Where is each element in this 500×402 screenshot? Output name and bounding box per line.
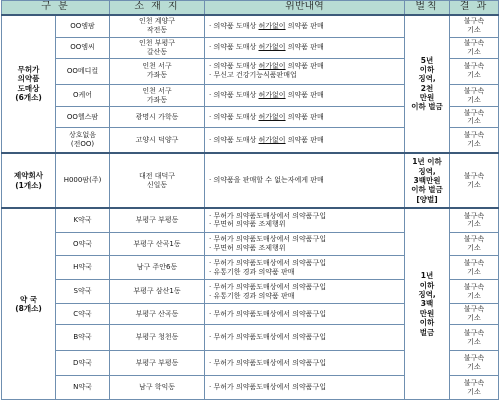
location-cell	[110, 153, 205, 208]
business-name-cell	[56, 304, 110, 325]
violation-text: · 의약품 도매상	[209, 91, 259, 100]
violation-cell	[205, 128, 405, 153]
violation-text: · 의약품 도매상	[209, 43, 259, 52]
result-text: 불구속	[463, 354, 485, 363]
violation-cell	[205, 280, 405, 304]
location-cell	[110, 280, 205, 304]
violation-text: · 무허가 의약품도매상에서 의약품구입	[209, 211, 327, 220]
table-row	[2, 153, 499, 208]
violation-cell	[205, 325, 405, 351]
result-text: 기소	[467, 47, 481, 56]
result-text: 불구속	[463, 108, 485, 117]
result-cell	[450, 84, 499, 107]
location-text: 대전 대덕구	[138, 171, 176, 180]
header-location: 소 재 지	[110, 1, 205, 15]
business-name: H000팜(주)	[63, 176, 102, 185]
violation-text: · 무허가 의약품도매상에서 의약품구입	[209, 282, 327, 291]
location-text: 인천 계양구	[138, 17, 176, 26]
violation-highlight: 허가없이	[258, 91, 286, 100]
business-name-cell	[56, 376, 110, 400]
business-name: (전OO)	[70, 140, 95, 149]
penalty-text: 이하	[419, 318, 435, 328]
business-name-cell	[56, 280, 110, 304]
penalty-cell	[405, 208, 450, 399]
violation-highlight: 허가없이	[258, 62, 286, 71]
header-category: 구 분	[2, 1, 110, 15]
violation-text: · 무허가 의약품도매상에서 의약품구입	[209, 309, 327, 318]
violation-text: · 무허가 의약품도매상에서 의약품구입	[209, 358, 327, 367]
business-name-cell	[56, 58, 110, 84]
result-cell	[450, 280, 499, 304]
violation-cell	[205, 153, 405, 208]
result-cell	[450, 256, 499, 280]
penalty-text: 2천	[420, 83, 434, 93]
penalty-text: 이하 벌금	[411, 185, 443, 195]
result-cell	[450, 153, 499, 208]
category-cell	[2, 15, 56, 153]
violation-cell	[205, 84, 405, 107]
business-name: K약국	[73, 216, 92, 225]
header-violation: 위반내역	[205, 1, 405, 15]
category-label: (6개소)	[15, 93, 42, 103]
location-text: 부평구 부평동	[135, 358, 179, 367]
result-text: 불구속	[463, 86, 485, 95]
business-name: 상호없음	[68, 131, 97, 140]
location-cell	[110, 128, 205, 153]
business-name: N약국	[73, 383, 92, 392]
location-text: 부평구 부평동	[135, 216, 179, 225]
location-cell	[110, 37, 205, 58]
category-label: 의약품	[17, 74, 40, 84]
result-cell	[450, 15, 499, 38]
category-label: 도매상	[17, 83, 40, 93]
result-text: 기소	[467, 180, 481, 189]
location-text: 고양시 덕양구	[135, 135, 179, 144]
penalty-text: 만원	[419, 93, 435, 103]
result-text: 불구속	[463, 62, 485, 71]
violation-highlight: 허가없이	[258, 113, 286, 122]
violation-text: · 무면허 의약품 조제행위	[209, 244, 286, 253]
result-text: 불구속	[463, 171, 485, 180]
violation-text: · 무신고 건강기능식품판매업	[209, 71, 297, 80]
penalty-text: 5년	[420, 55, 434, 65]
location-cell	[110, 15, 205, 38]
violation-cell	[205, 232, 405, 256]
result-cell	[450, 232, 499, 256]
violation-cell	[205, 208, 405, 232]
penalty-text: 3백	[420, 299, 434, 309]
result-text: 불구속	[463, 131, 485, 140]
violation-text: · 의약품을 판매할 수 없는자에게 판매	[209, 176, 324, 185]
penalty-text: 이하 벌금	[411, 102, 443, 112]
penalty-text: 징역,	[418, 166, 436, 176]
location-text: 가좌동	[146, 71, 168, 80]
location-cell	[110, 304, 205, 325]
location-cell	[110, 351, 205, 376]
result-cell	[450, 37, 499, 58]
violation-cell	[205, 107, 405, 128]
result-text: 기소	[467, 314, 481, 323]
violation-text: · 의약품 도매상	[209, 113, 259, 122]
penalty-text: 3백만원	[413, 175, 441, 185]
category-label: 제약회사	[14, 171, 43, 181]
result-text: 불구속	[463, 235, 485, 244]
category-label: 무허가	[17, 64, 40, 74]
violation-text: · 무허가 의약품도매상에서 의약품구입	[209, 333, 327, 342]
violation-text: · 의약품 도매상	[209, 62, 259, 71]
violation-text: 의약품 판매	[285, 21, 324, 30]
violation-cell	[205, 256, 405, 280]
category-label: (8개소)	[15, 304, 42, 314]
violation-text: 의약품 판매	[285, 91, 324, 100]
location-text: 부평구 산곡1동	[133, 239, 181, 248]
business-name: H약국	[73, 263, 92, 272]
result-text: 기소	[467, 244, 481, 253]
result-text: 기소	[467, 95, 481, 104]
violation-text: · 무면허 의약품 조제행위	[209, 220, 286, 229]
location-text: 가좌동	[146, 95, 168, 104]
result-text: 불구속	[463, 282, 485, 291]
result-text: 기소	[467, 337, 481, 346]
result-text: 기소	[467, 71, 481, 80]
result-text: 불구속	[463, 259, 485, 268]
result-text: 기소	[467, 140, 481, 149]
location-text: 남구 학익동	[138, 383, 176, 392]
location-text: 부평구 삼산1동	[133, 287, 181, 296]
table-row	[2, 15, 499, 38]
penalty-text: 징역,	[418, 74, 436, 84]
location-cell	[110, 84, 205, 107]
location-cell	[110, 256, 205, 280]
business-name-cell	[56, 107, 110, 128]
business-name: D약국	[73, 358, 92, 367]
location-text: 남구 주안6동	[136, 263, 178, 272]
penalty-text: 벌금	[419, 327, 435, 337]
header-row	[2, 1, 499, 15]
business-name-cell	[56, 208, 110, 232]
location-cell	[110, 58, 205, 84]
business-name-cell	[56, 15, 110, 38]
violation-text: · 의약품 도매상	[209, 135, 259, 144]
penalty-cell	[405, 15, 450, 153]
location-cell	[110, 376, 205, 400]
result-cell	[450, 304, 499, 325]
business-name-cell	[56, 325, 110, 351]
business-name-cell	[56, 256, 110, 280]
result-cell	[450, 58, 499, 84]
business-name-cell	[56, 128, 110, 153]
location-cell	[110, 208, 205, 232]
violation-text: · 무허가 의약품도매상에서 의약품구입	[209, 383, 327, 392]
result-text: 기소	[467, 117, 481, 126]
result-text: 기소	[467, 26, 481, 35]
result-text: 기소	[467, 387, 481, 396]
result-cell	[450, 376, 499, 400]
location-cell	[110, 325, 205, 351]
penalty-text: 이하	[419, 280, 435, 290]
business-name: O약국	[72, 239, 93, 248]
location-cell	[110, 232, 205, 256]
business-name-cell	[56, 351, 110, 376]
violation-text: 의약품 판매	[285, 43, 324, 52]
business-name: OO엠씨	[70, 43, 95, 52]
business-name-cell	[56, 84, 110, 107]
header-result: 결 과	[450, 1, 499, 15]
violation-cell	[205, 58, 405, 84]
business-name-cell	[56, 153, 110, 208]
result-cell	[450, 325, 499, 351]
violation-text: · 의약품 도매상	[209, 21, 259, 30]
result-text: 기소	[467, 220, 481, 229]
location-text: 신일동	[146, 180, 168, 189]
penalty-text: [양벌]	[416, 194, 438, 204]
penalty-text: 이하	[419, 64, 435, 74]
result-text: 불구속	[463, 378, 485, 387]
violation-text: · 무허가 의약품도매상에서 의약품구입	[209, 235, 327, 244]
result-text: 기소	[467, 267, 481, 276]
table-body	[2, 15, 499, 400]
violation-text: · 유통기한 경과 의약품 판매	[209, 291, 295, 300]
location-text: 광명시 가학동	[135, 113, 179, 122]
penalty-text: 1년	[420, 271, 434, 281]
business-name: S약국	[73, 287, 92, 296]
location-cell	[110, 107, 205, 128]
location-text: 갈산동	[146, 47, 168, 56]
violation-cell	[205, 376, 405, 400]
table-row	[2, 208, 499, 232]
result-cell	[450, 351, 499, 376]
business-name: OO엠팜	[70, 21, 95, 30]
category-cell	[2, 153, 56, 208]
result-text: 기소	[467, 291, 481, 300]
violation-table	[1, 0, 499, 400]
business-name: C약국	[73, 309, 92, 318]
result-text: 불구속	[463, 328, 485, 337]
result-text: 불구속	[463, 17, 485, 26]
violation-cell	[205, 304, 405, 325]
location-text: 인천 서구	[142, 62, 172, 71]
penalty-text: 1년 이하	[412, 157, 442, 167]
business-name: OO메디컬	[66, 66, 99, 75]
location-text: 작전동	[146, 26, 168, 35]
business-name-cell	[56, 232, 110, 256]
result-cell	[450, 128, 499, 153]
violation-cell	[205, 15, 405, 38]
location-text: 인천 서구	[142, 86, 172, 95]
violation-cell	[205, 37, 405, 58]
violation-text: · 무허가 의약품도매상에서 의약품구입	[209, 259, 327, 268]
result-cell	[450, 107, 499, 128]
category-label: 약 국	[19, 294, 38, 304]
violation-text: 의약품 판매	[285, 62, 324, 71]
result-text: 불구속	[463, 38, 485, 47]
header-penalty: 벌칙	[405, 1, 450, 15]
violation-text: · 유통기한 경과 의약품 판매	[209, 267, 295, 276]
location-text: 부평구 산곡동	[135, 309, 179, 318]
result-cell	[450, 208, 499, 232]
business-name: O케어	[72, 91, 93, 100]
location-text: 부평구 청천동	[135, 333, 179, 342]
violation-highlight: 허가없이	[258, 135, 286, 144]
business-name-cell	[56, 37, 110, 58]
violation-text: 의약품 판매	[285, 135, 324, 144]
category-label: (1개소)	[15, 180, 42, 190]
violation-cell	[205, 351, 405, 376]
result-text: 불구속	[463, 305, 485, 314]
violation-text: 의약품 판매	[285, 113, 324, 122]
result-text: 불구속	[463, 211, 485, 220]
penalty-text: 만원	[419, 308, 435, 318]
violation-highlight: 허가없이	[258, 43, 286, 52]
location-text: 인천 부평구	[138, 38, 176, 47]
business-name: OO헬스팜	[66, 113, 99, 122]
penalty-text: 징역,	[418, 290, 436, 300]
violation-highlight: 허가없이	[258, 21, 286, 30]
result-text: 기소	[467, 363, 481, 372]
penalty-cell	[405, 153, 450, 208]
business-name: B약국	[73, 333, 92, 342]
category-cell	[2, 208, 56, 399]
